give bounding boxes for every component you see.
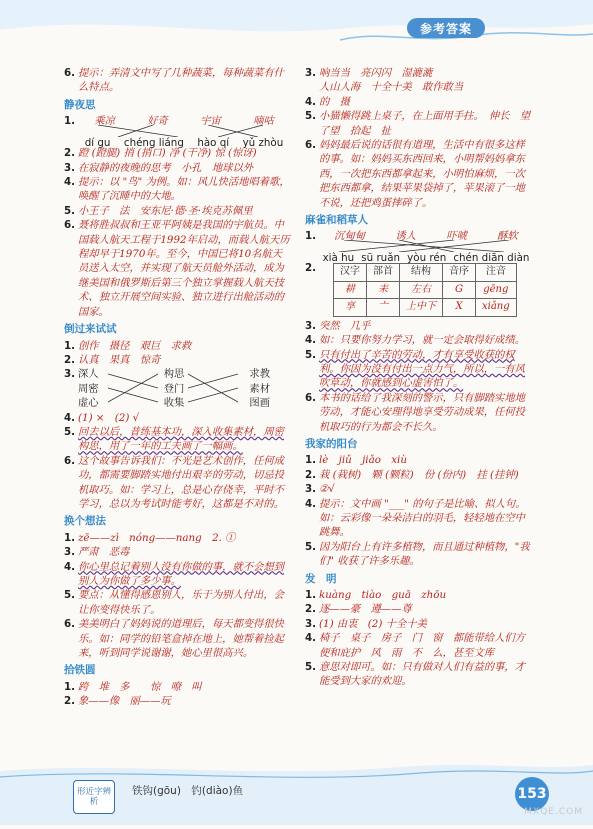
list-item: 1. kuàng tiào guā zhōu [305,589,447,601]
list-item: 3. 突然 几乎 [305,319,371,332]
list-item: 6. 妈妈最后说的话很有道理，生活中有很多这样的事。如：妈妈买东西回来，小明帮妈妈拿东西，一次把东西都拿起来，小明怕麻烦，一次把东西都拿，结果苹果袋掉了，苹果滚了一地不说，还把鸡蛋摔碎了。 [305,139,525,209]
list-item: 1. 沉甸甸 诱人 吓唬 酥软 xià hu sū ruǎn yòu rén chén diān diàn [305,229,533,261]
list-item: 人山人海 十全十美 敢作敢当 [319,81,464,94]
list-item: 1. 跨 堆 多 惊 嘹 叫 [64,680,202,693]
answer-key-badge: 参考答案 [407,18,485,38]
section-title: 发 明 [305,572,337,585]
list-item: 5. 意思对即可。如：只有做对人们有益的事，才能受到大家的欢迎。 [305,661,525,688]
list-item: 5. 只有付出了辛苦的劳动，才有享受收获的权利。你因为没有付出一点力气，所以，一有风吹草动，你就感到心虚害怕了。 [305,348,525,390]
section-title: 倒过来试试 [64,323,117,336]
section-title: 麻雀和稻草人 [305,214,368,227]
footer-note: 铁钩(gōu) 钓(diào)鱼 [132,785,244,797]
right-column [305,66,533,689]
list-item: 5. 小王子 法 安东尼·德·圣·埃克苏佩里 [64,204,253,217]
list-item: 4. 提示：文中画 "___" 的句子是比喻、拟人句。如：云彩像一朵朵洁白的羽毛，轻轻地在空中跳舞。 [305,497,526,539]
list-item: 4. 提示：以 "鸟" 为例。如：风儿快活地唱着歌，唤醒了沉睡中的大地。 [64,176,290,203]
header-wave-decoration [0,0,593,46]
page-header [0,0,593,46]
list-item: 2. 汉字 部首 结构 音序 注音 耕 耒 左右 G gēng 享 亠 上中下 X xiǎng [305,261,533,318]
section-title: 拾铁圆 [64,664,96,677]
list-item: 2. 栽 (栽树) 颗 (颗粒) 份 (份内) 挂 (挂钟) [305,468,519,481]
list-item: 5. 回去以后，昔练基本功，深入收集素材，周密构思，用了一年的工夫画了一幅画。 [64,425,284,453]
list-item: 1. lè jiǔ jiǎo xiù [305,454,407,467]
section-title: 静夜思 [64,98,96,111]
list-item: 2. 蹬 (蹬腿) 捎 (捎口) 净 (干净) 惊 (惊讶) [64,147,257,160]
match-lines-icon [78,367,278,409]
list-item: 6. 这个故事告诉我们：不光是艺术创作，任何成功，都需要脚踏实地付出艰辛的劳动，切忌投机取巧。如：学习上，总是心存侥幸，平时不学习，总以为考试时能考好，这都是不对的。 [64,454,284,510]
list-item: 4. 如：只要你努力学习，就一定会取得好成绩。 [305,334,525,347]
list-item: 5. 要点：从懂得感恩别人，乐于为别人付出，会让你变得快乐了。 [64,589,284,616]
character-table: 汉字 部首 结构 音序 注音 耕 耒 左右 G gēng 享 亠 上中下 X xiǎng [333,263,517,316]
list-item: 6. 聂将胜叔叔和王亚平阿姨是我国的宇航员。中国载人航天工程于1992年启动，而载人航天历程却早于1970年。至今，中国已将10名航天员送入太空，并实现了航天员舱外活动，成为继美国和俄罗斯后第三个独立掌握载人航天技术、独立开展空间实验、独立进行出舱活动的国家。 [64,219,290,318]
matching-lines: 沉甸甸 诱人 吓唬 酥软 xià hu sū ruǎn yòu rén chén diān diàn [319,229,533,261]
list-item: 3. (1) 由衷 (2) 十全十美 [305,617,427,630]
list-item: 4. 的 摄 [305,95,350,108]
section-title: 换个想法 [64,515,106,528]
list-item: 5. 小猫懒得跳上桌子，在上面用手拄。 伸长 望了望 拾起 扯 [305,110,531,137]
section-title: 我家的阳台 [305,437,358,450]
list-item: 1. 创作 摄径 艰巨 求救 [64,339,192,352]
list-item: 3. ②√ [305,483,335,496]
list-item: 3. 严肃 恶毒 [64,546,130,559]
matching-lines: 乘凉 好奇 宇宙 嘀咕 dí gu chéng liáng hào qí yǔ zhòu [78,114,290,146]
list-item: 2. 逐——豪 遵——尊 [305,603,412,616]
list-item: 2. 认真 果真 惊奇 [64,353,161,366]
list-item: 6. 提示：弄清文中写了几种蔬菜，每种蔬菜有什么特点。 [64,67,284,94]
page-number: 153 [515,777,549,811]
footer-badge: 形近字辨析 [73,780,115,814]
list-item: 3. 响当当 亮闪闪 湿漉漉 [305,67,433,79]
list-item: 3. 在寂静的夜晚的思考 小孔 地球以外 [64,161,254,174]
list-item: 3. 深人 构思 求教 周密 登门 素材 虚心 收集 图画 [64,367,290,410]
list-item: 4. 椅子 桌子 房子 门 窗 都能带给人们方便和庇护 风 雨 不 么，甚至文库 [305,632,525,659]
list-item: 5. 因为阳台上有许多植物，而且通过种植物，"我们" 收获了许多乐趣。 [305,540,530,568]
list-item: 2. 象——像 丽——玩 [64,695,171,708]
list-item: 1. zē——zì nóng——nang 2. ① [64,531,236,544]
list-item: 6. 美美明白了妈妈说的道理后，每天都变得很快乐。如：同学的铅笔盒掉在地上，她帮着捡起来，听到同学说谢谢，她心里很高兴。 [64,618,284,660]
left-column [64,66,290,709]
list-item: 4. 你心里总记着别人没有你做的事，就不会想到别人为你做了多少事。 [64,560,284,587]
list-item: 6. 本书的话给了我深刻的警示，只有脚踏实地地劳动，才能心安理得地享受劳动成果，任何投机取巧的行为都会不长久。 [305,391,525,433]
list-item: 4. (1) × (2) √ [64,411,140,424]
list-item: 1. 乘凉 好奇 宇宙 嘀咕 dí gu chéng liáng hào qí yǔ zhòu [64,114,290,146]
watermark: MXQE.COM [524,807,583,817]
